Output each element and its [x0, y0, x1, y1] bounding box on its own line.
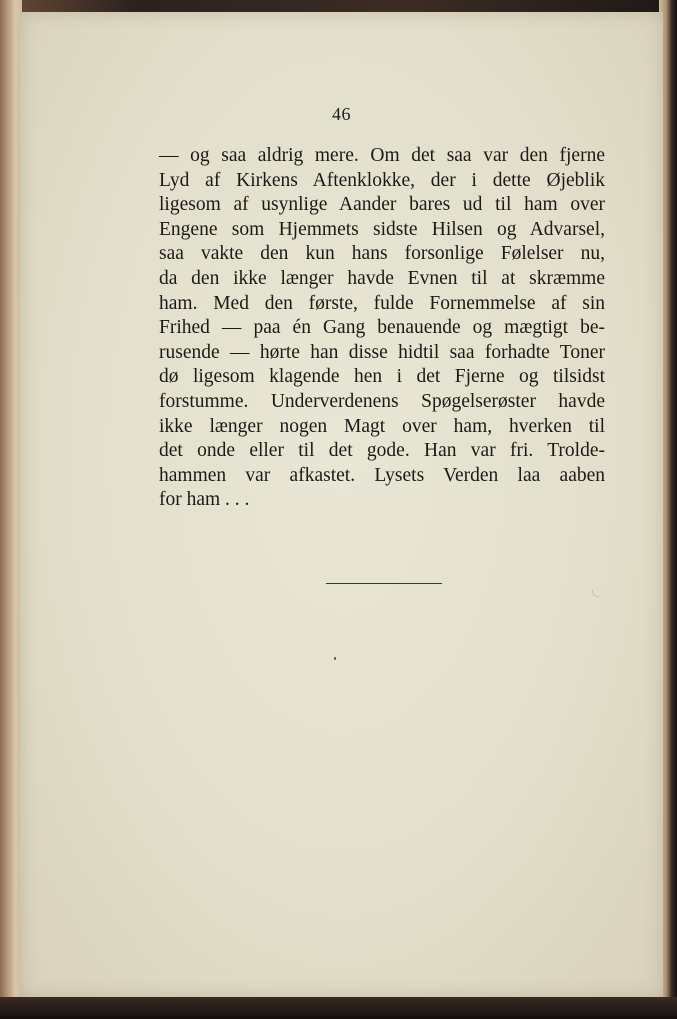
text-line: ligesom af usynlige Aander bares ud til ham over [159, 194, 605, 216]
text-line: saa vakte den kun hans forsonlige Følelser nu, [159, 243, 605, 265]
page-sheet [20, 12, 663, 997]
text-line: dø ligesom klagende hen i det Fjerne og tilsidst [159, 366, 605, 388]
book-binding-bottom [0, 997, 677, 1019]
text-line: rusende — hørte han disse hidtil saa forhadte Toner [159, 341, 605, 363]
text-line: — og saa aldrig mere. Om det saa var den fjerne [159, 145, 605, 166]
text-line: hammen var afkastet. Lysets Verden laa aaben [159, 464, 605, 486]
text-line-final: for ham . . . [159, 489, 250, 511]
chapter-end-rule [326, 583, 442, 584]
text-line: Lyd af Kirkens Aftenklokke, der i dette Øjeblik [159, 169, 605, 191]
text-line: ikke længer nogen Magt over ham, hverken til [159, 415, 605, 437]
text-line: det onde eller til det gode. Han var fri. Trolde- [159, 440, 605, 462]
text-line: Frihed — paa én Gang benauende og mægtigt be- [159, 317, 605, 339]
text-line: forstumme. Underverdenens Spøgelserøster havde [159, 390, 605, 412]
book-binding-top [0, 0, 677, 12]
page-number: 46 [332, 104, 351, 124]
book-spine-edge [0, 0, 22, 1019]
text-line: da den ikke længer havde Evnen til at skræmme [159, 267, 605, 289]
paper-mark [592, 590, 599, 597]
text-line: Engene som Hjemmets sidste Hilsen og Advarsel, [159, 218, 605, 240]
paper-speck [334, 657, 336, 660]
text-line: ham. Med den første, fulde Fornemmelse af sin [159, 292, 605, 314]
body-text [159, 144, 605, 513]
